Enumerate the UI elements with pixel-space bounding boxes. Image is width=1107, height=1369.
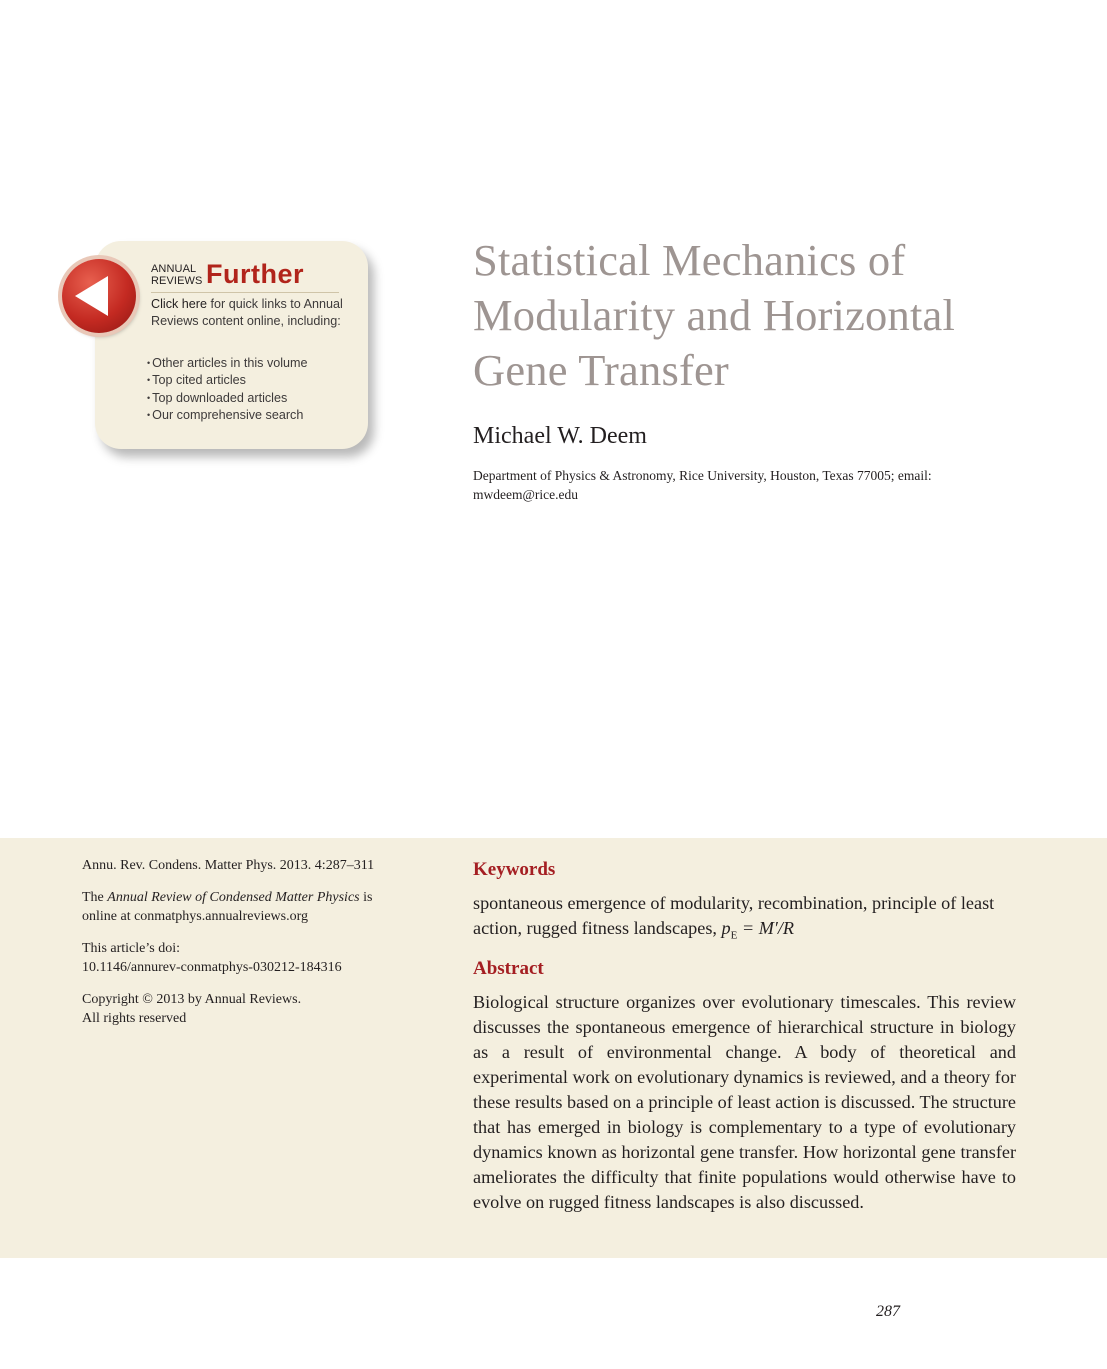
rights: All rights reserved xyxy=(82,1011,187,1026)
formula-rest: = M′/R xyxy=(737,918,794,938)
brand-small-text xyxy=(151,263,202,287)
article-metadata xyxy=(82,856,402,1041)
title-line-3: Gene Transfer xyxy=(473,345,729,395)
left-arrow-glyph xyxy=(62,259,136,333)
abstract-heading: Abstract xyxy=(473,958,544,979)
further-link-top-cited[interactable]: • Top cited articles xyxy=(147,372,308,389)
online-prefix: The xyxy=(82,889,108,905)
citation: Annu. Rev. Condens. Matter Phys. 2013. 4:287–311 xyxy=(82,858,375,873)
brand-reviews: REVIEWS xyxy=(151,275,203,287)
article-title xyxy=(473,233,1073,398)
brand-further: Further xyxy=(206,259,304,289)
keywords-list: spontaneous emergence of modularity, recombination, principle of least action, rugged fitness landscapes, xyxy=(473,893,995,938)
further-link-other-articles[interactable]: • Other articles in this volume xyxy=(147,355,308,372)
copyright: Copyright © 2013 by Annual Reviews. xyxy=(82,991,302,1007)
page-number: 287 xyxy=(876,1303,900,1320)
further-link-search[interactable]: • Our comprehensive search xyxy=(147,407,308,424)
online-note xyxy=(82,888,402,927)
journal-name: Annual Review of Condensed Matter Physics xyxy=(107,889,360,905)
formula-p: p xyxy=(721,918,731,938)
further-description-text: for quick links to Annual Reviews content online, including: xyxy=(151,297,343,329)
keywords-heading: Keywords xyxy=(473,859,556,880)
further-links-list xyxy=(147,355,308,425)
formula-sub: E xyxy=(730,929,738,942)
author-name: Michael W. Deem xyxy=(473,423,647,449)
abstract-text: Biological structure organizes over evolutionary timescales. This review discusses the spontaneous emergence of hierarchical structure in biology as a result of environmental change. A body of theoretical and experimental work on evolutionary dynamics is reviewed, and a theory for these results based on a principle of least action is discussed. The structure that has emerged in biology is complementary to a type of evolutionary dynamics known as horizontal gene transfer. How horizontal gene transfer ameliorates the difficulty that finite populations would otherwise have to evolve on rugged fitness landscapes is also discussed. xyxy=(473,992,1016,1212)
title-line-1: Statistical Mechanics of xyxy=(473,235,906,285)
author-affiliation: Department of Physics & Astronomy, Rice University, Houston, Texas 77005; email: mwdeem@rice.edu xyxy=(473,468,932,502)
doi-block xyxy=(82,939,402,978)
left-arrow-icon[interactable] xyxy=(62,259,136,333)
keywords-text xyxy=(473,891,1016,949)
keywords-formula xyxy=(721,918,795,942)
online-suffix: is online at conmatphys.annualreviews.org xyxy=(82,889,373,924)
further-divider xyxy=(151,292,339,293)
doi-value[interactable]: 10.1146/annurev-conmatphys-030212-184316 xyxy=(82,960,342,975)
title-line-2: Modularity and Horizontal xyxy=(473,290,956,340)
further-description xyxy=(151,296,351,331)
brand-annual: ANNUAL xyxy=(151,263,197,275)
click-here-link[interactable]: Click here xyxy=(151,297,207,311)
copyright-block xyxy=(82,990,402,1029)
doi-label: This article’s doi: xyxy=(82,940,180,956)
further-link-top-downloaded[interactable]: • Top downloaded articles xyxy=(147,390,308,407)
